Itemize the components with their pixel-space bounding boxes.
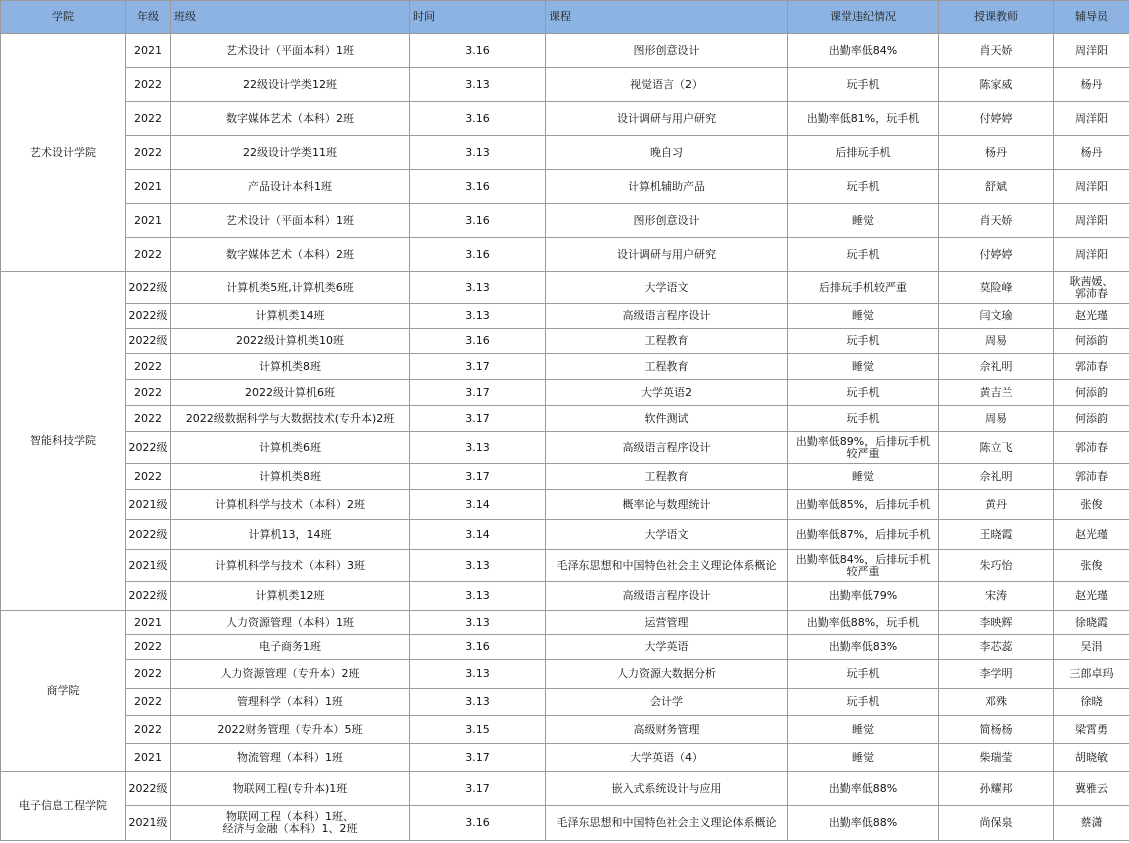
time-cell: 3.14 <box>410 490 546 520</box>
teacher-cell: 付婷婷 <box>939 238 1054 272</box>
table-row <box>1 380 1129 406</box>
table-row <box>1 329 1129 354</box>
course-cell: 视觉语言（2） <box>546 68 788 102</box>
teacher-cell: 杨丹 <box>939 136 1054 170</box>
issue-cell: 玩手机 <box>788 238 939 272</box>
course-cell: 设计调研与用户研究 <box>546 102 788 136</box>
grade-cell: 2022 <box>126 102 171 136</box>
teacher-cell: 尚保泉 <box>939 806 1054 841</box>
course-cell: 晚自习 <box>546 136 788 170</box>
table-row <box>1 611 1129 635</box>
course-cell: 嵌入式系统设计与应用 <box>546 772 788 806</box>
table-row <box>1 520 1129 550</box>
table-row <box>1 716 1129 744</box>
time-cell: 3.15 <box>410 716 546 744</box>
grade-cell: 2022 <box>126 689 171 716</box>
teacher-cell: 陈立飞 <box>939 432 1054 464</box>
class-cell: 物联网工程(专升本)1班 <box>171 772 410 806</box>
teacher-cell: 王晓霞 <box>939 520 1054 550</box>
time-cell: 3.16 <box>410 170 546 204</box>
class-cell: 22级设计学类12班 <box>171 68 410 102</box>
time-cell: 3.17 <box>410 380 546 406</box>
class-cell: 2022财务管理（专升本）5班 <box>171 716 410 744</box>
counselor-cell: 杨丹 <box>1054 136 1129 170</box>
table-row <box>1 102 1129 136</box>
teacher-cell: 肖天娇 <box>939 204 1054 238</box>
issue-cell: 出勤率低89%，后排玩手机 较严重 <box>788 432 939 464</box>
grade-cell: 2022 <box>126 406 171 432</box>
course-cell: 软件测试 <box>546 406 788 432</box>
grade-cell: 2022 <box>126 136 171 170</box>
course-cell: 计算机辅助产品 <box>546 170 788 204</box>
grade-cell: 2022 <box>126 635 171 660</box>
class-cell: 2022级数据科学与大数据技术(专升本)2班 <box>171 406 410 432</box>
grade-cell: 2021级 <box>126 550 171 582</box>
teacher-cell: 莫险峰 <box>939 272 1054 304</box>
course-cell: 大学英语 <box>546 635 788 660</box>
issue-cell: 睡觉 <box>788 716 939 744</box>
table-row <box>1 170 1129 204</box>
course-cell: 工程教育 <box>546 329 788 354</box>
college-cell: 商学院 <box>1 611 126 772</box>
issue-cell: 出勤率低88% <box>788 806 939 841</box>
grade-cell: 2022 <box>126 238 171 272</box>
issue-cell: 出勤率低81%，玩手机 <box>788 102 939 136</box>
grade-cell: 2021级 <box>126 490 171 520</box>
issue-cell: 玩手机 <box>788 68 939 102</box>
time-cell: 3.13 <box>410 68 546 102</box>
class-cell: 计算机13，14班 <box>171 520 410 550</box>
header-row <box>1 1 1129 34</box>
counselor-cell: 赵光瑾 <box>1054 304 1129 329</box>
issue-cell: 玩手机 <box>788 329 939 354</box>
issue-cell: 出勤率低88%，玩手机 <box>788 611 939 635</box>
table-row <box>1 432 1129 464</box>
teacher-cell: 孙耀邦 <box>939 772 1054 806</box>
header-grade: 年级 <box>126 1 171 34</box>
time-cell: 3.16 <box>410 204 546 238</box>
issue-cell: 出勤率低79% <box>788 582 939 611</box>
counselor-cell: 徐晓霞 <box>1054 611 1129 635</box>
counselor-cell: 吴涓 <box>1054 635 1129 660</box>
time-cell: 3.17 <box>410 406 546 432</box>
table-row <box>1 772 1129 806</box>
course-cell: 运营管理 <box>546 611 788 635</box>
counselor-cell: 周洋阳 <box>1054 238 1129 272</box>
course-cell: 毛泽东思想和中国特色社会主义理论体系概论 <box>546 550 788 582</box>
time-cell: 3.13 <box>410 136 546 170</box>
time-cell: 3.17 <box>410 772 546 806</box>
time-cell: 3.14 <box>410 520 546 550</box>
counselor-cell: 梁霄勇 <box>1054 716 1129 744</box>
time-cell: 3.13 <box>410 660 546 689</box>
course-cell: 大学英语（4） <box>546 744 788 772</box>
header-class: 班级 <box>171 1 410 34</box>
class-cell: 物联网工程（本科）1班、 经济与金融（本科）1、2班 <box>171 806 410 841</box>
grade-cell: 2021级 <box>126 806 171 841</box>
header-counselor: 辅导员 <box>1054 1 1129 34</box>
table-row <box>1 34 1129 68</box>
issue-cell: 出勤率低85%，后排玩手机 <box>788 490 939 520</box>
table-row <box>1 464 1129 490</box>
counselor-cell: 徐晓 <box>1054 689 1129 716</box>
table-row <box>1 136 1129 170</box>
teacher-cell: 陈家威 <box>939 68 1054 102</box>
course-cell: 人力资源大数据分析 <box>546 660 788 689</box>
course-cell: 图形创意设计 <box>546 204 788 238</box>
college-cell: 电子信息工程学院 <box>1 772 126 841</box>
course-cell: 大学英语2 <box>546 380 788 406</box>
class-cell: 人力资源管理（本科）1班 <box>171 611 410 635</box>
counselor-cell: 周洋阳 <box>1054 204 1129 238</box>
grade-cell: 2022级 <box>126 432 171 464</box>
issue-cell: 睡觉 <box>788 304 939 329</box>
course-cell: 图形创意设计 <box>546 34 788 68</box>
issue-cell: 后排玩手机较严重 <box>788 272 939 304</box>
counselor-cell: 三郎卓玛 <box>1054 660 1129 689</box>
time-cell: 3.16 <box>410 806 546 841</box>
course-cell: 设计调研与用户研究 <box>546 238 788 272</box>
class-cell: 计算机类14班 <box>171 304 410 329</box>
time-cell: 3.16 <box>410 34 546 68</box>
table-row <box>1 204 1129 238</box>
table-row <box>1 689 1129 716</box>
class-cell: 管理科学（本科）1班 <box>171 689 410 716</box>
time-cell: 3.16 <box>410 102 546 136</box>
time-cell: 3.13 <box>410 582 546 611</box>
class-cell: 2022级计算机6班 <box>171 380 410 406</box>
issue-cell: 玩手机 <box>788 660 939 689</box>
issue-cell: 出勤率低87%，后排玩手机 <box>788 520 939 550</box>
course-cell: 高级语言程序设计 <box>546 582 788 611</box>
grade-cell: 2022 <box>126 380 171 406</box>
teacher-cell: 黄吉兰 <box>939 380 1054 406</box>
grade-cell: 2022级 <box>126 772 171 806</box>
table-row <box>1 660 1129 689</box>
issue-cell: 出勤率低88% <box>788 772 939 806</box>
teacher-cell: 佘礼明 <box>939 354 1054 380</box>
time-cell: 3.13 <box>410 689 546 716</box>
grade-cell: 2021 <box>126 611 171 635</box>
issue-cell: 玩手机 <box>788 380 939 406</box>
class-cell: 22级设计学类11班 <box>171 136 410 170</box>
teacher-cell: 宋涛 <box>939 582 1054 611</box>
time-cell: 3.13 <box>410 304 546 329</box>
course-cell: 概率论与数理统计 <box>546 490 788 520</box>
class-cell: 人力资源管理（专升本）2班 <box>171 660 410 689</box>
header-course: 课程 <box>546 1 788 34</box>
class-cell: 计算机科学与技术（本科）2班 <box>171 490 410 520</box>
counselor-cell: 赵光瑾 <box>1054 520 1129 550</box>
college-cell: 艺术设计学院 <box>1 34 126 272</box>
time-cell: 3.16 <box>410 238 546 272</box>
teacher-cell: 柴瑞莹 <box>939 744 1054 772</box>
table-row <box>1 550 1129 582</box>
college-cell: 智能科技学院 <box>1 272 126 611</box>
course-cell: 大学语文 <box>546 520 788 550</box>
class-cell: 数字媒体艺术（本科）2班 <box>171 238 410 272</box>
time-cell: 3.16 <box>410 635 546 660</box>
grade-cell: 2022级 <box>126 272 171 304</box>
grade-cell: 2022 <box>126 464 171 490</box>
teacher-cell: 周易 <box>939 329 1054 354</box>
header-college: 学院 <box>1 1 126 34</box>
teacher-cell: 李学明 <box>939 660 1054 689</box>
teacher-cell: 肖天娇 <box>939 34 1054 68</box>
class-cell: 计算机类8班 <box>171 354 410 380</box>
time-cell: 3.13 <box>410 272 546 304</box>
class-cell: 计算机类8班 <box>171 464 410 490</box>
grade-cell: 2022 <box>126 68 171 102</box>
counselor-cell: 周洋阳 <box>1054 102 1129 136</box>
class-cell: 计算机类12班 <box>171 582 410 611</box>
counselor-cell: 郭沛春 <box>1054 354 1129 380</box>
class-cell: 2022级计算机类10班 <box>171 329 410 354</box>
course-cell: 高级财务管理 <box>546 716 788 744</box>
header-time: 时间 <box>410 1 546 34</box>
table-row <box>1 490 1129 520</box>
grade-cell: 2022 <box>126 660 171 689</box>
table-row <box>1 68 1129 102</box>
teacher-cell: 李芯蕊 <box>939 635 1054 660</box>
course-cell: 大学语文 <box>546 272 788 304</box>
grade-cell: 2022 <box>126 716 171 744</box>
grade-cell: 2021 <box>126 34 171 68</box>
grade-cell: 2021 <box>126 170 171 204</box>
counselor-cell: 耿茜媛、 郭沛春 <box>1054 272 1129 304</box>
time-cell: 3.17 <box>410 464 546 490</box>
teacher-cell: 佘礼明 <box>939 464 1054 490</box>
teacher-cell: 朱巧怡 <box>939 550 1054 582</box>
class-cell: 计算机类6班 <box>171 432 410 464</box>
header-teacher: 授课教师 <box>939 1 1054 34</box>
grade-cell: 2022 <box>126 354 171 380</box>
table-row <box>1 238 1129 272</box>
counselor-cell: 何添韵 <box>1054 329 1129 354</box>
time-cell: 3.13 <box>410 550 546 582</box>
time-cell: 3.16 <box>410 329 546 354</box>
time-cell: 3.13 <box>410 611 546 635</box>
teacher-cell: 李映辉 <box>939 611 1054 635</box>
counselor-cell: 胡晓敏 <box>1054 744 1129 772</box>
table-row <box>1 354 1129 380</box>
counselor-cell: 郭沛春 <box>1054 464 1129 490</box>
course-cell: 工程教育 <box>546 464 788 490</box>
class-cell: 电子商务1班 <box>171 635 410 660</box>
issue-cell: 睡觉 <box>788 354 939 380</box>
teacher-cell: 闫文瑜 <box>939 304 1054 329</box>
class-cell: 数字媒体艺术（本科）2班 <box>171 102 410 136</box>
course-cell: 高级语言程序设计 <box>546 432 788 464</box>
grade-cell: 2021 <box>126 744 171 772</box>
class-cell: 计算机科学与技术（本科）3班 <box>171 550 410 582</box>
counselor-cell: 冀雅云 <box>1054 772 1129 806</box>
class-cell: 产品设计本科1班 <box>171 170 410 204</box>
issue-cell: 睡觉 <box>788 464 939 490</box>
table-body <box>1 34 1129 841</box>
counselor-cell: 张俊 <box>1054 490 1129 520</box>
issue-cell: 玩手机 <box>788 406 939 432</box>
teacher-cell: 付婷婷 <box>939 102 1054 136</box>
issue-cell: 睡觉 <box>788 744 939 772</box>
table-row <box>1 406 1129 432</box>
issue-cell: 出勤率低84%，后排玩手机 较严重 <box>788 550 939 582</box>
counselor-cell: 周洋阳 <box>1054 170 1129 204</box>
issue-cell: 睡觉 <box>788 204 939 238</box>
class-cell: 计算机类5班,计算机类6班 <box>171 272 410 304</box>
issue-cell: 后排玩手机 <box>788 136 939 170</box>
table-row <box>1 635 1129 660</box>
grade-cell: 2022级 <box>126 329 171 354</box>
table-row <box>1 582 1129 611</box>
class-cell: 物流管理（本科）1班 <box>171 744 410 772</box>
grade-cell: 2021 <box>126 204 171 238</box>
counselor-cell: 蔡潇 <box>1054 806 1129 841</box>
teacher-cell: 邓殊 <box>939 689 1054 716</box>
table-row <box>1 304 1129 329</box>
class-cell: 艺术设计（平面本科）1班 <box>171 204 410 238</box>
teacher-cell: 周易 <box>939 406 1054 432</box>
table-row <box>1 806 1129 841</box>
grade-cell: 2022级 <box>126 304 171 329</box>
table-row <box>1 272 1129 304</box>
course-cell: 工程教育 <box>546 354 788 380</box>
time-cell: 3.17 <box>410 744 546 772</box>
grade-cell: 2022级 <box>126 520 171 550</box>
course-cell: 毛泽东思想和中国特色社会主义理论体系概论 <box>546 806 788 841</box>
course-cell: 高级语言程序设计 <box>546 304 788 329</box>
counselor-cell: 郭沛春 <box>1054 432 1129 464</box>
counselor-cell: 杨丹 <box>1054 68 1129 102</box>
time-cell: 3.13 <box>410 432 546 464</box>
issue-cell: 玩手机 <box>788 689 939 716</box>
course-cell: 会计学 <box>546 689 788 716</box>
table-row <box>1 744 1129 772</box>
header-discipline: 课堂违纪情况 <box>788 1 939 34</box>
counselor-cell: 何添韵 <box>1054 380 1129 406</box>
class-cell: 艺术设计（平面本科）1班 <box>171 34 410 68</box>
counselor-cell: 张俊 <box>1054 550 1129 582</box>
teacher-cell: 简杨杨 <box>939 716 1054 744</box>
issue-cell: 出勤率低84% <box>788 34 939 68</box>
issue-cell: 玩手机 <box>788 170 939 204</box>
teacher-cell: 舒斌 <box>939 170 1054 204</box>
teacher-cell: 黄丹 <box>939 490 1054 520</box>
time-cell: 3.17 <box>410 354 546 380</box>
counselor-cell: 何添韵 <box>1054 406 1129 432</box>
counselor-cell: 周洋阳 <box>1054 34 1129 68</box>
issue-cell: 出勤率低83% <box>788 635 939 660</box>
grade-cell: 2022级 <box>126 582 171 611</box>
counselor-cell: 赵光瑾 <box>1054 582 1129 611</box>
